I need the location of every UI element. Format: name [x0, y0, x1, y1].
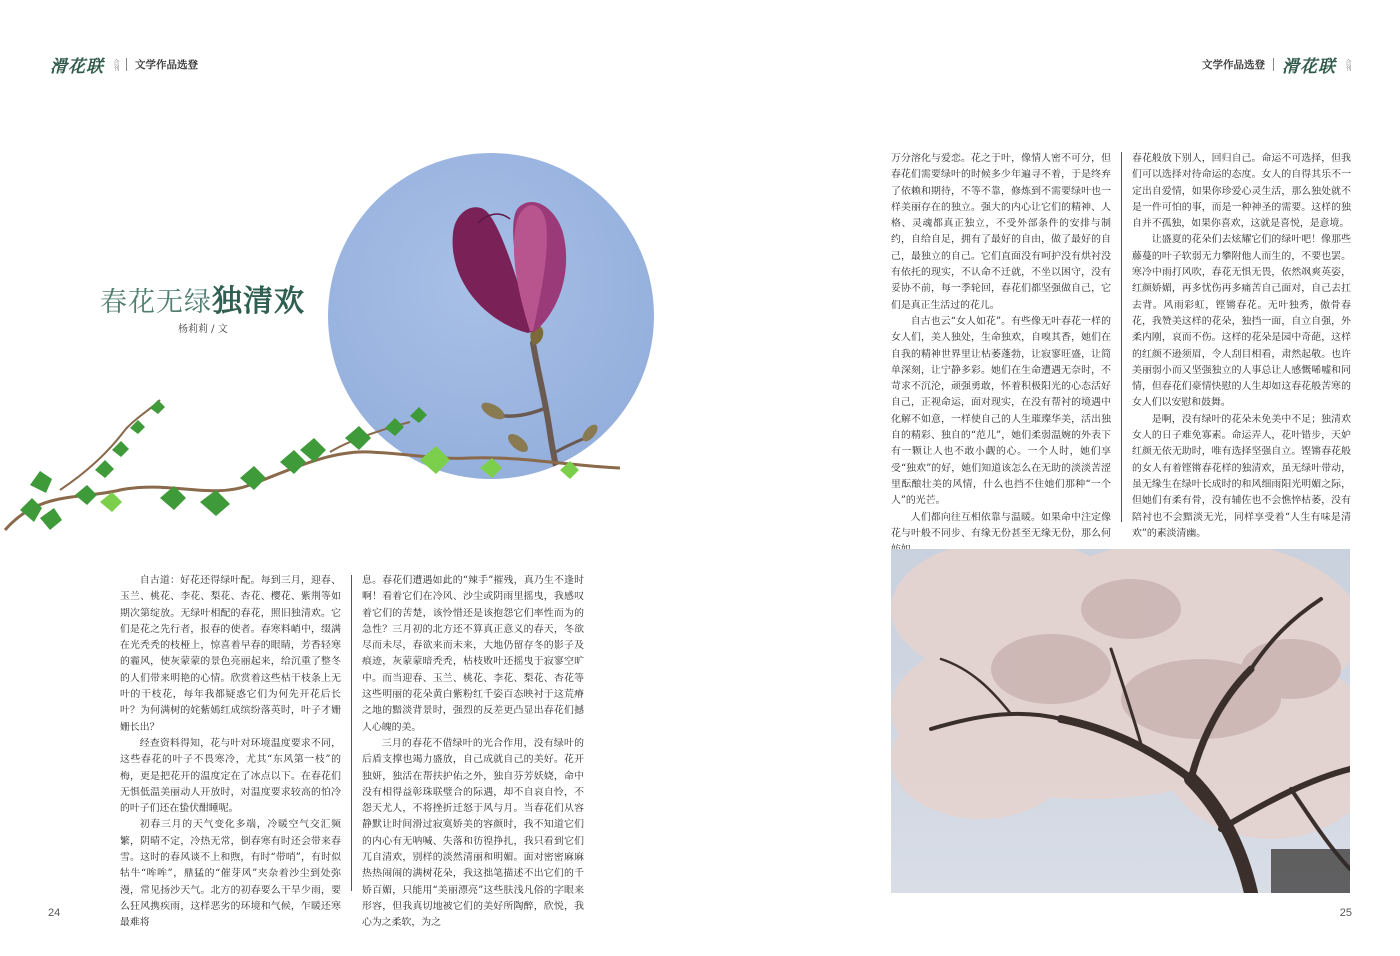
title-bold: 独清欢	[212, 284, 305, 319]
paragraph: 初春三月的天气变化多端，冷暖空气交汇频繁，阴晴不定，冷热无常，倒春寒有时还会带来春雪。这时的春风谈不上和煦，有时“带哨”，有时似牯牛“哞哞”，鼎猛的“催芽风”夹杂着沙尘到处弥漫，常见扬沙天气。北方的初春要么干旱少雨，要么狂风携疾雨，这样恶劣的环境和气候，乍暖还寒最难将	[120, 819, 341, 929]
section-title: 文学作品选登	[1202, 59, 1265, 71]
header-left	[50, 52, 198, 77]
article-title	[100, 276, 305, 320]
magazine-logo: 滑花联	[1282, 57, 1336, 77]
column-divider	[351, 575, 352, 891]
header-divider	[126, 58, 127, 71]
paragraph: 让盛夏的花朵们去炫耀它们的绿叶吧！像那些藤蔓的叶子软弱无力攀附他人而生的，不要也罢。寒冷中雨打风吹，春花无惧无畏，依然飒爽英姿，红颜娇媚，再多忧伤再多痛苦自己面对，自己去扛去背。风雨彩虹，铿锵春花。无叶独秀，傲骨春花，我赞美这样的花朵，独挡一面，自立自强，外柔内刚，哀而不伤。这样的花朵是园中奇葩，这样的红颜不逊须眉，令人刮目相看，肃然起敬。也许美丽弱小而又坚强独立的人事总让人感慨唏嘘和同情，但春花们豪情快慰的人生却如这春花般苦寒的女人们以安慰和鼓舞。	[1132, 234, 1351, 409]
paragraph: 春花般放下别人，回归自己。命运不可选择，但我们可以选择对待命运的态度。女人的自得其乐不一定出自爱情，如果你珍爱心灵生活，那么独处就不是一件可怕的事，而是一种神圣的需要。这样的独自并不孤独，如果你喜欢，这就是喜悦，是意境。	[1132, 153, 1351, 230]
magazine-logo: 滑花联	[50, 57, 104, 77]
section-title: 文学作品选登	[135, 59, 198, 71]
paragraph: 经查资料得知，花与叶对环境温度要求不同，这些春花的叶子不畏寒冷，尤其“东风第一枝”的梅，更是把花开的温度定在了冰点以下。在春花们无惧低温美丽动人开放时，对温度要求较高的怕冷的叶子们还在蛰伏酣睡呢。	[120, 737, 341, 815]
cherry-blossom-photo	[891, 549, 1350, 893]
logo-subtitle: 合刊	[1344, 58, 1350, 71]
text-column-4	[1132, 151, 1351, 542]
page-number-right: 25	[1339, 907, 1352, 919]
paragraph: 人们都向往互相依靠与温暖。如果命中注定像花与叶般不同步、有缘无份甚至无缘无份，那么何	[891, 511, 1111, 539]
logo-subtitle: 合刊	[112, 58, 118, 71]
paragraph: 三月的春花不借绿叶的光合作用，没有绿叶的后盾支撑也竭力盛放，自己成就自己的美好。花开独妍，独活在帮扶护佑之外，独自芬芳妖娆，命中没有相得益彰珠联璧合的际遇，却不自哀自怜，不怨天尤人，不将挫折迁怒于风与月。当春花们从容静默让时间滑过寂寞娇美的容颜时，我不知道它们的内心有无呐喊、失落和彷徨挣扎，我只看到它们兀自清欢，别样的淡然清丽和明媚。面对密密麻麻热热闹闹的满树花朵，我这拙笔描述不出它们的千娇百媚，只能用“美丽漂亮”这些肤浅凡俗的字眼来形容，但我真切地被它们的美好所陶醉，欣悦，我心为之柔软，为之	[362, 737, 584, 929]
paragraph: 自古也云“女人如花”。有些像无叶春花一样的女人们，美人独处，生命独欢，自嗅其香，她们在自我的精神世界里让枯萎蓬勃，让寂寥旺盛，让简单深刻，让宁静多彩。她们在生命遭遇无奈时，不苛求不沉沦，顽强勇敢，怀着积极阳光的心态活好自己，正视命运，面对现实，在没有帮衬的境遇中化解不如意，一样使自己的人生璀璨华美，活出独自的精彩、独自的“范儿”，她们柔弱温婉的外表下有一颗让人也不敢小觑的心。一个人时，她们享受“独欢”的好，她们知道该怎么在无助的淡淡苦涩里酝酿壮美的风情，什么也挡不住她们那种“一个人”的光芒。	[891, 315, 1111, 507]
text-column-3	[891, 151, 1111, 558]
cherry-tree-illustration	[891, 549, 1350, 893]
header-right	[1202, 52, 1350, 77]
paragraph: 息。春花们遭遇如此的“辣手”摧残，真乃生不逢时啊！看着它们在冷风、沙尘或阴雨里摇曳，我感叹着它们的苦楚，该怜惜还是该抱怨它们率性而为的急性？三月初的北方还不算真正意义的春天，冬欲尽而未尽，春欲来而未来，大地仍留存冬的影子及痕迹，灰蒙蒙暗秃秃，枯枝败叶还摇曳于寂寥空旷中。而当迎春、玉兰、桃花、李花、梨花、杏花等这些明丽的花朵黄白紫粉红千姿百态映衬于这荒瘠之地的黯淡背景时，强烈的反差更凸显出春花们撼人心魄的美。	[362, 575, 584, 733]
page-number-left: 24	[48, 907, 61, 919]
paragraph: 是啊，没有绿叶的花朵未免美中不足；独清欢女人的日子难免寡素。命运弄人，花叶错步，天妒红颜无依无助时，唯有选择坚强自立。铿锵春花般的女人有着铿锵春花样的独清欢，虽无绿叶带动，虽无缘生在绿叶长成时的和风细雨阳光明媚之际，但她们有柔有骨，没有辅佐也不会憔悴枯萎，没有陪衬也不会黯淡无光，同样享受着“人生有味是清欢”的素淡清幽。	[1132, 413, 1351, 539]
column-divider	[1121, 152, 1122, 522]
header-divider	[1273, 58, 1274, 71]
ivy-vine-decoration	[0, 390, 640, 560]
article-author: 杨莉莉 / 文	[178, 324, 228, 335]
text-column-1	[120, 573, 341, 932]
text-column-2	[362, 573, 584, 932]
paragraph: 万分溶化与爱恋。花之于叶，像情人密不可分，但春花们需要绿叶的时候多少年遍寻不着，于是终弃了依赖和期待，不等不靠，修炼到不需要绿叶也一样美丽存在的独立。强大的内心让它们的精神、人格、灵魂都真正独立，不受外部条件的安排与制约，自给自足，拥有了最好的自由，做了最好的自己，最独立的自己。它们直面没有呵护没有烘衬没有依托的现实，不认命不迁就，不坐以困守，没有妥协不前，每一季轮回，春花们都坚强做自己，它们是真正生活过的花儿。	[891, 153, 1111, 311]
paragraph: 自古道：好花还得绿叶配。每到三月，迎春、玉兰、桃花、李花、梨花、杏花、樱花、紫荆等如期次第绽放。无绿叶相配的春花，照旧独清欢。它们是花之先行者，报春的使者。春寒料峭中，缀满在光秃秃的枝桠上，惊喜着早春的眼睛，芳香轻寒的霾风，使灰蒙蒙的景色亮丽起来，给沉重了整冬的人们带来明艳的心情。欣赏着这些枯干枝条上无叶的干枝花，每年我都疑惑它们为何先开花后长叶？为何满树的姹紫嫣红成缤纷落英时，叶子才姗姗长出？	[120, 575, 341, 733]
title-light: 春花无绿	[100, 287, 212, 318]
